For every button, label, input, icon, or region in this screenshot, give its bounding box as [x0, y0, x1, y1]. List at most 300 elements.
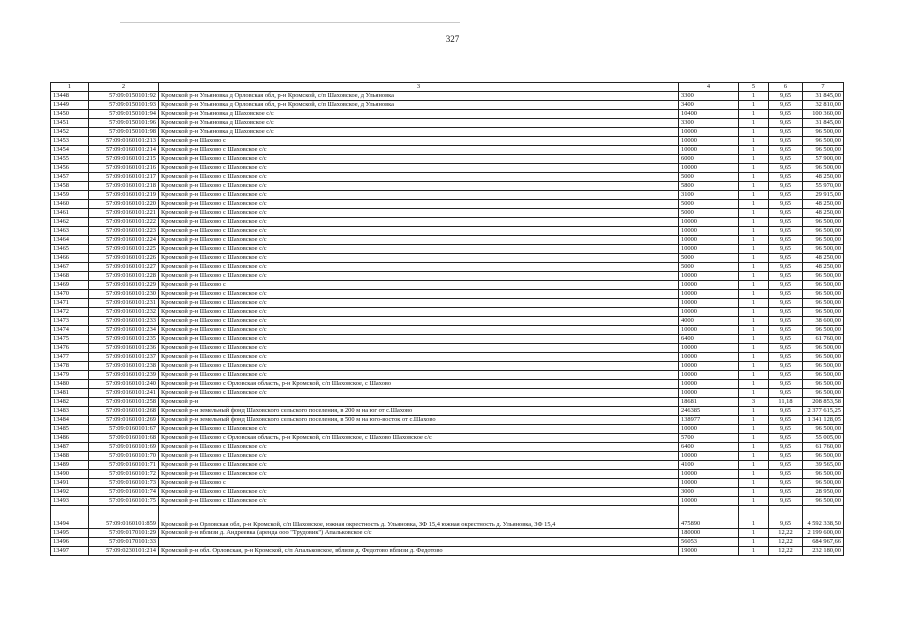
rate-cell: 9,65 [769, 182, 803, 191]
cadastral-number-cell: 57:09:0160101:222 [89, 218, 159, 227]
area-cell: 19000 [679, 547, 739, 556]
table-row [51, 281, 844, 290]
row-number-cell: 13484 [51, 416, 89, 425]
category-cell: 1 [739, 146, 769, 155]
area-cell: 10000 [679, 425, 739, 434]
area-cell: 5700 [679, 434, 739, 443]
rate-cell: 9,65 [769, 155, 803, 164]
table-row [51, 173, 844, 182]
rate-cell: 9,65 [769, 101, 803, 110]
area-cell: 180000 [679, 529, 739, 538]
cadastral-number-cell: 57:09:0160101:73 [89, 479, 159, 488]
row-number-cell: 13452 [51, 128, 89, 137]
category-cell: 1 [739, 434, 769, 443]
table-row [51, 380, 844, 389]
page-number: 327 [445, 34, 460, 44]
row-number-cell: 13470 [51, 290, 89, 299]
table-row [51, 209, 844, 218]
address-cell: Кромской р-н Шахово с Шаховское с/с [159, 308, 679, 317]
row-number-cell: 13486 [51, 434, 89, 443]
category-cell: 1 [739, 263, 769, 272]
address-cell: Кромской р-н Шахово с Шаховское с/с [159, 317, 679, 326]
rate-cell: 9,65 [769, 290, 803, 299]
rate-cell: 9,65 [769, 281, 803, 290]
cadastral-number-cell: 57:09:0160101:216 [89, 164, 159, 173]
table-row [51, 110, 844, 119]
table-row [51, 245, 844, 254]
category-cell: 1 [739, 308, 769, 317]
category-cell: 1 [739, 479, 769, 488]
cadastral-value-cell: 61 760,00 [803, 335, 844, 344]
category-cell: 1 [739, 326, 769, 335]
area-cell: 10000 [679, 308, 739, 317]
address-cell: Кромской р-н Орловская обл, р-н Кромской, с/п Шаховское, южная окрестность д. Ульяновка, ЗФ 15,4 южная окрестность д. Ульяновка, ЗФ 15,4 [159, 506, 679, 529]
table-row [51, 308, 844, 317]
table-row [51, 434, 844, 443]
table-row [51, 263, 844, 272]
address-cell: Кромской р-н Шахово с [159, 137, 679, 146]
area-cell: 138977 [679, 416, 739, 425]
address-cell: Кромской р-н Шахово с Шаховское с/с [159, 245, 679, 254]
address-cell: Кромской р-н Шахово с Шаховское с/с [159, 290, 679, 299]
row-number-cell: 13483 [51, 407, 89, 416]
cadastral-number-cell: 57:09:0160101:258 [89, 398, 159, 407]
cadastral-value-cell: 96 500,00 [803, 290, 844, 299]
category-cell: 1 [739, 497, 769, 506]
table-row [51, 119, 844, 128]
area-cell: 5000 [679, 200, 739, 209]
cadastral-number-cell: 57:09:0160101:240 [89, 380, 159, 389]
rate-cell: 9,65 [769, 497, 803, 506]
address-cell: Кромской р-н Шахово с Орловская область, р-н Кромской, с/п Шаховское, с Шахово [159, 380, 679, 389]
category-cell: 1 [739, 407, 769, 416]
cadastral-value-cell: 96 500,00 [803, 371, 844, 380]
cadastral-value-cell: 29 915,00 [803, 191, 844, 200]
category-cell: 1 [739, 353, 769, 362]
row-number-cell: 13462 [51, 218, 89, 227]
rate-cell: 9,65 [769, 479, 803, 488]
cadastral-number-cell: 57:09:0160101:220 [89, 200, 159, 209]
category-cell: 1 [739, 281, 769, 290]
cadastral-number-cell: 57:09:0160101:72 [89, 470, 159, 479]
row-number-cell: 13497 [51, 547, 89, 556]
rate-cell: 9,65 [769, 380, 803, 389]
rate-cell: 9,65 [769, 218, 803, 227]
area-cell: 5000 [679, 173, 739, 182]
area-cell: 10000 [679, 137, 739, 146]
cadastral-value-cell: 96 500,00 [803, 479, 844, 488]
table-row [51, 299, 844, 308]
table-row [51, 272, 844, 281]
area-cell: 10000 [679, 362, 739, 371]
address-cell: Кромской р-н Шахово с Шаховское с/с [159, 200, 679, 209]
row-number-cell: 13467 [51, 263, 89, 272]
cadastral-number-cell: 57:09:0160101:231 [89, 299, 159, 308]
rate-cell: 9,65 [769, 308, 803, 317]
row-number-cell: 13460 [51, 200, 89, 209]
area-cell: 56053 [679, 538, 739, 547]
table-row [51, 506, 844, 529]
row-number-cell: 13468 [51, 272, 89, 281]
row-number-cell: 13457 [51, 173, 89, 182]
table-row [51, 191, 844, 200]
cadastral-value-cell: 31 845,00 [803, 119, 844, 128]
rate-cell: 9,65 [769, 92, 803, 101]
category-cell: 1 [739, 425, 769, 434]
cadastral-value-cell: 96 500,00 [803, 245, 844, 254]
address-cell: Кромской р-н Шахово с Шаховское с/с [159, 470, 679, 479]
land-register-table [50, 82, 844, 556]
cadastral-number-cell: 57:09:0160101:859 [89, 506, 159, 529]
address-cell: Кромской р-н Шахово с Шаховское с/с [159, 191, 679, 200]
rate-cell: 12,22 [769, 547, 803, 556]
area-cell: 10000 [679, 479, 739, 488]
address-cell: Кромской р-н Шахово с Шаховское с/с [159, 272, 679, 281]
address-cell: Кромской р-н Шахово с Шаховское с/с [159, 164, 679, 173]
row-number-cell: 13458 [51, 182, 89, 191]
rate-cell: 9,65 [769, 470, 803, 479]
rate-cell: 9,65 [769, 299, 803, 308]
area-cell: 10000 [679, 128, 739, 137]
cadastral-value-cell: 96 500,00 [803, 344, 844, 353]
cadastral-value-cell: 48 250,00 [803, 200, 844, 209]
column-header: 7 [803, 83, 844, 92]
address-cell: Кромской р-н Шахово с Шаховское с/с [159, 371, 679, 380]
cadastral-number-cell: 57:09:0150101:98 [89, 128, 159, 137]
address-cell: Кромской р-н Шахово с Шаховское с/с [159, 299, 679, 308]
row-number-cell: 13490 [51, 470, 89, 479]
area-cell: 10000 [679, 290, 739, 299]
rate-cell: 12,22 [769, 538, 803, 547]
cadastral-number-cell: 57:09:0160101:74 [89, 488, 159, 497]
cadastral-number-cell: 57:09:0160101:213 [89, 137, 159, 146]
cadastral-value-cell: 96 500,00 [803, 389, 844, 398]
category-cell: 1 [739, 272, 769, 281]
area-cell: 10000 [679, 245, 739, 254]
table-row [51, 236, 844, 245]
row-number-cell: 13480 [51, 380, 89, 389]
area-cell: 10000 [679, 281, 739, 290]
row-number-cell: 13451 [51, 119, 89, 128]
area-cell: 10000 [679, 452, 739, 461]
cadastral-value-cell: 61 760,00 [803, 443, 844, 452]
rate-cell: 9,65 [769, 164, 803, 173]
table-row [51, 335, 844, 344]
cadastral-number-cell: 57:09:0150101:93 [89, 101, 159, 110]
address-cell: Кромской р-н Шахово с Шаховское с/с [159, 146, 679, 155]
table-row [51, 538, 844, 547]
area-cell: 5000 [679, 254, 739, 263]
address-cell: Кромской р-н Шахово с Орловская область, р-н Кромской, с/п Шаховское, с Шахово Шаховское с/с [159, 434, 679, 443]
address-cell: Кромской р-н Шахово с Шаховское с/с [159, 389, 679, 398]
category-cell: 3 [739, 398, 769, 407]
cadastral-number-cell: 57:09:0160101:234 [89, 326, 159, 335]
rate-cell: 9,65 [769, 119, 803, 128]
category-cell: 1 [739, 290, 769, 299]
row-number-cell: 13488 [51, 452, 89, 461]
area-cell: 5800 [679, 182, 739, 191]
row-number-cell: 13477 [51, 353, 89, 362]
address-cell: Кромской р-н Ульяновка д Шаховское с/с [159, 128, 679, 137]
address-cell: Кромской р-н Шахово с Шаховское с/с [159, 461, 679, 470]
category-cell: 1 [739, 362, 769, 371]
cadastral-number-cell: 57:09:0150101:94 [89, 110, 159, 119]
area-cell: 10000 [679, 380, 739, 389]
cadastral-number-cell: 57:09:0160101:68 [89, 434, 159, 443]
table-row [51, 200, 844, 209]
cadastral-number-cell: 57:09:0160101:229 [89, 281, 159, 290]
cadastral-value-cell: 96 500,00 [803, 470, 844, 479]
table-row [51, 155, 844, 164]
address-cell [159, 538, 679, 547]
cadastral-value-cell: 96 500,00 [803, 308, 844, 317]
cadastral-value-cell: 96 500,00 [803, 137, 844, 146]
row-number-cell: 13485 [51, 425, 89, 434]
area-cell: 5000 [679, 263, 739, 272]
table-row [51, 547, 844, 556]
address-cell: Кромской р-н Шахово с Шаховское с/с [159, 209, 679, 218]
cadastral-number-cell: 57:09:0160101:239 [89, 371, 159, 380]
cadastral-number-cell: 57:09:0160101:233 [89, 317, 159, 326]
table-row [51, 317, 844, 326]
table-row [51, 101, 844, 110]
rate-cell: 9,65 [769, 488, 803, 497]
category-cell: 1 [739, 344, 769, 353]
rate-cell: 9,65 [769, 434, 803, 443]
row-number-cell: 13449 [51, 101, 89, 110]
rate-cell: 9,65 [769, 425, 803, 434]
area-cell: 10000 [679, 236, 739, 245]
row-number-cell: 13475 [51, 335, 89, 344]
cadastral-value-cell: 2 199 600,00 [803, 529, 844, 538]
category-cell: 1 [739, 488, 769, 497]
area-cell: 10000 [679, 353, 739, 362]
cadastral-number-cell: 57:09:0160101:236 [89, 344, 159, 353]
area-cell: 10000 [679, 227, 739, 236]
rate-cell: 9,65 [769, 137, 803, 146]
area-cell: 5000 [679, 209, 739, 218]
table-row [51, 479, 844, 488]
cadastral-value-cell: 48 250,00 [803, 173, 844, 182]
area-cell: 3300 [679, 92, 739, 101]
area-cell: 3400 [679, 101, 739, 110]
table-row [51, 470, 844, 479]
cadastral-value-cell: 38 600,00 [803, 317, 844, 326]
column-header: 2 [89, 83, 159, 92]
rate-cell: 9,65 [769, 452, 803, 461]
rate-cell: 9,65 [769, 227, 803, 236]
table-row [51, 425, 844, 434]
category-cell: 1 [739, 110, 769, 119]
rate-cell: 9,65 [769, 272, 803, 281]
cadastral-value-cell: 96 500,00 [803, 227, 844, 236]
cadastral-number-cell: 57:09:0160101:241 [89, 389, 159, 398]
cadastral-number-cell: 57:09:0160101:227 [89, 263, 159, 272]
row-number-cell: 13465 [51, 245, 89, 254]
address-cell: Кромской р-н Шахово с Шаховское с/с [159, 326, 679, 335]
category-cell: 1 [739, 227, 769, 236]
row-number-cell: 13492 [51, 488, 89, 497]
area-cell: 3000 [679, 488, 739, 497]
rate-cell: 9,65 [769, 371, 803, 380]
address-cell: Кромской р-н Шахово с Шаховское с/с [159, 227, 679, 236]
table-row [51, 488, 844, 497]
rate-cell: 9,65 [769, 389, 803, 398]
category-cell: 1 [739, 92, 769, 101]
cadastral-value-cell: 28 950,00 [803, 488, 844, 497]
cadastral-value-cell: 96 500,00 [803, 326, 844, 335]
cadastral-value-cell: 2 377 615,25 [803, 407, 844, 416]
rate-cell: 9,65 [769, 461, 803, 470]
table-row [51, 443, 844, 452]
cadastral-value-cell: 232 180,00 [803, 547, 844, 556]
table-row [51, 92, 844, 101]
column-header: 5 [739, 83, 769, 92]
row-number-cell: 13495 [51, 529, 89, 538]
area-cell: 10000 [679, 146, 739, 155]
cadastral-number-cell: 57:09:0160101:223 [89, 227, 159, 236]
row-number-cell: 13473 [51, 317, 89, 326]
address-cell: Кромской р-н земельный фонд Шаховского сельского поселения, в 500 м на юго-восток от с.Шахово [159, 416, 679, 425]
category-cell: 1 [739, 137, 769, 146]
cadastral-number-cell: 57:09:0230101:214 [89, 547, 159, 556]
rate-cell: 9,65 [769, 326, 803, 335]
category-cell: 1 [739, 164, 769, 173]
row-number-cell: 13481 [51, 389, 89, 398]
cadastral-value-cell: 96 500,00 [803, 146, 844, 155]
area-cell: 10000 [679, 344, 739, 353]
area-cell: 10000 [679, 299, 739, 308]
address-cell: Кромской р-н Шахово с Шаховское с/с [159, 236, 679, 245]
address-cell: Кромской р-н Ульяновка д Орловская обл, р-н Кромской, с/п Шаховское, д Ульяновка [159, 92, 679, 101]
cadastral-number-cell: 57:09:0160101:226 [89, 254, 159, 263]
cadastral-value-cell: 31 845,00 [803, 92, 844, 101]
category-cell: 1 [739, 443, 769, 452]
category-cell: 1 [739, 128, 769, 137]
cadastral-number-cell: 57:09:0160101:71 [89, 461, 159, 470]
cadastral-number-cell: 57:09:0160101:235 [89, 335, 159, 344]
cadastral-value-cell: 96 500,00 [803, 164, 844, 173]
area-cell: 10400 [679, 110, 739, 119]
row-number-cell: 13461 [51, 209, 89, 218]
area-cell: 6400 [679, 443, 739, 452]
table-row [51, 529, 844, 538]
table-row [51, 254, 844, 263]
cadastral-value-cell: 96 500,00 [803, 281, 844, 290]
area-cell: 6400 [679, 335, 739, 344]
cadastral-value-cell: 100 360,00 [803, 110, 844, 119]
row-number-cell: 13474 [51, 326, 89, 335]
rate-cell: 9,65 [769, 254, 803, 263]
address-cell: Кромской р-н вблизи д. Андреевка (аренда ооо "Трудовик") Апальковское с/с [159, 529, 679, 538]
row-number-cell: 13487 [51, 443, 89, 452]
area-cell: 10000 [679, 371, 739, 380]
category-cell: 1 [739, 380, 769, 389]
table-row [51, 137, 844, 146]
category-cell: 1 [739, 245, 769, 254]
address-cell: Кромской р-н Шахово с Шаховское с/с [159, 218, 679, 227]
area-cell: 475890 [679, 506, 739, 529]
table-row [51, 218, 844, 227]
table-row [51, 227, 844, 236]
cadastral-number-cell: 57:09:0150101:92 [89, 92, 159, 101]
category-cell: 1 [739, 155, 769, 164]
area-cell: 10000 [679, 326, 739, 335]
area-cell: 3300 [679, 119, 739, 128]
cadastral-number-cell: 57:09:0160101:215 [89, 155, 159, 164]
address-cell: Кромской р-н Шахово с Шаховское с/с [159, 497, 679, 506]
cadastral-value-cell: 96 500,00 [803, 497, 844, 506]
address-cell: Кромской р-н Шахово с Шаховское с/с [159, 443, 679, 452]
rate-cell: 9,65 [769, 200, 803, 209]
table-row [51, 290, 844, 299]
category-cell: 1 [739, 470, 769, 479]
table-row [51, 398, 844, 407]
address-cell: Кромской р-н Шахово с Шаховское с/с [159, 425, 679, 434]
table-row [51, 362, 844, 371]
area-cell: 10000 [679, 164, 739, 173]
cadastral-value-cell: 96 500,00 [803, 128, 844, 137]
address-cell: Кромской р-н Ульяновка д Шаховское с/с [159, 110, 679, 119]
cadastral-value-cell: 48 250,00 [803, 254, 844, 263]
table-row [51, 416, 844, 425]
cadastral-value-cell: 684 967,66 [803, 538, 844, 547]
cadastral-value-cell: 48 250,00 [803, 263, 844, 272]
cadastral-value-cell: 48 250,00 [803, 209, 844, 218]
row-number-cell: 13459 [51, 191, 89, 200]
address-cell: Кромской р-н Ульяновка д Орловская обл, р-н Кромской, с/п Шаховское, д Ульяновка [159, 101, 679, 110]
category-cell: 1 [739, 452, 769, 461]
cadastral-value-cell: 57 900,00 [803, 155, 844, 164]
cadastral-value-cell: 32 810,00 [803, 101, 844, 110]
category-cell: 1 [739, 209, 769, 218]
rate-cell: 9,65 [769, 416, 803, 425]
table-row [51, 497, 844, 506]
area-cell: 10000 [679, 389, 739, 398]
category-cell: 1 [739, 254, 769, 263]
row-number-cell: 13450 [51, 110, 89, 119]
rate-cell: 9,65 [769, 245, 803, 254]
category-cell: 1 [739, 191, 769, 200]
cadastral-number-cell: 57:09:0160101:67 [89, 425, 159, 434]
table-row [51, 452, 844, 461]
column-header: 1 [51, 83, 89, 92]
table-row [51, 461, 844, 470]
category-cell: 1 [739, 173, 769, 182]
row-number-cell: 13454 [51, 146, 89, 155]
row-number-cell: 13471 [51, 299, 89, 308]
address-cell: Кромской р-н Шахово с Шаховское с/с [159, 263, 679, 272]
rate-cell: 9,65 [769, 263, 803, 272]
rate-cell: 11,18 [769, 398, 803, 407]
table-body [51, 92, 844, 556]
rate-cell: 9,65 [769, 128, 803, 137]
table-row [51, 146, 844, 155]
row-number-cell: 13456 [51, 164, 89, 173]
row-number-cell: 13479 [51, 371, 89, 380]
category-cell: 1 [739, 461, 769, 470]
row-number-cell: 13476 [51, 344, 89, 353]
cadastral-number-cell: 57:09:0160101:225 [89, 245, 159, 254]
area-cell: 10000 [679, 272, 739, 281]
cadastral-number-cell: 57:09:0160101:268 [89, 407, 159, 416]
cadastral-number-cell: 57:09:0160101:219 [89, 191, 159, 200]
row-number-cell: 13482 [51, 398, 89, 407]
category-cell: 1 [739, 547, 769, 556]
row-number-cell: 13466 [51, 254, 89, 263]
row-number-cell: 13493 [51, 497, 89, 506]
address-cell: Кромской р-н Шахово с Шаховское с/с [159, 173, 679, 182]
